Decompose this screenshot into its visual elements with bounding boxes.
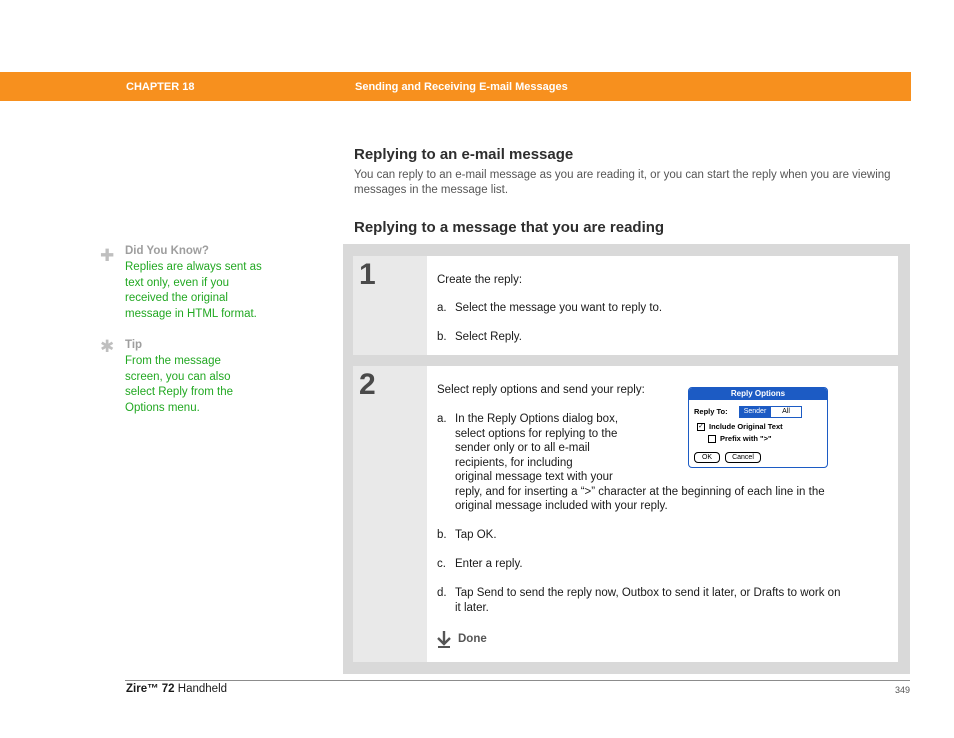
product-suffix: Handheld: [177, 683, 228, 695]
section-title: Replying to an e-mail message: [354, 146, 574, 163]
step-number-column: [353, 366, 427, 662]
footer-product: [126, 683, 227, 695]
include-original-checkbox[interactable]: ✓: [698, 423, 704, 430]
asterisk-icon: ✱: [100, 337, 115, 356]
reply-to-sender-option[interactable]: Sender: [739, 406, 771, 418]
done-label: Done: [458, 633, 487, 645]
tip-text: From the message screen, you can also select Reply from the Options menu.: [125, 355, 234, 414]
prefix-label: Prefix with ">": [720, 434, 772, 443]
cancel-button[interactable]: Cancel: [725, 452, 761, 463]
section-intro: You can reply to an e-mail message as you are reading it, or you can start the reply when you are viewing messages in the message list.: [354, 169, 891, 196]
step-2-number: 2: [359, 368, 376, 401]
product-name: Zire™ 72: [126, 683, 175, 695]
reply-to-all-option[interactable]: All: [770, 406, 802, 418]
chapter-header-bar: [0, 72, 911, 101]
chapter-number: CHAPTER 18: [126, 81, 195, 93]
did-you-know-heading: Did You Know?: [125, 245, 209, 257]
down-arrow-icon: [437, 630, 451, 651]
subsection-title: Replying to a message that you are reading: [354, 219, 665, 236]
reply-to-label: Reply To:: [694, 407, 728, 416]
ok-button[interactable]: OK: [694, 452, 720, 463]
step-1-number: 1: [359, 258, 376, 291]
reply-options-dialog: [688, 387, 828, 468]
page-number: 349: [894, 685, 910, 695]
footer-divider: [125, 680, 910, 681]
step-2-intro: Select reply options and send your reply:: [437, 384, 645, 396]
tip-heading: Tip: [125, 339, 143, 351]
step-1-intro: Create the reply:: [437, 274, 523, 286]
dialog-title: Reply Options: [689, 388, 827, 400]
plus-icon: ✚: [100, 246, 115, 265]
did-you-know-text: Replies are always sent as text only, even if you received the original message in HTML format.: [125, 261, 262, 320]
prefix-checkbox[interactable]: [708, 435, 716, 443]
chapter-title: Sending and Receiving E-mail Messages: [355, 81, 568, 93]
down-arrow-icon: [437, 630, 451, 648]
include-original-label: Include Original Text: [709, 422, 783, 431]
